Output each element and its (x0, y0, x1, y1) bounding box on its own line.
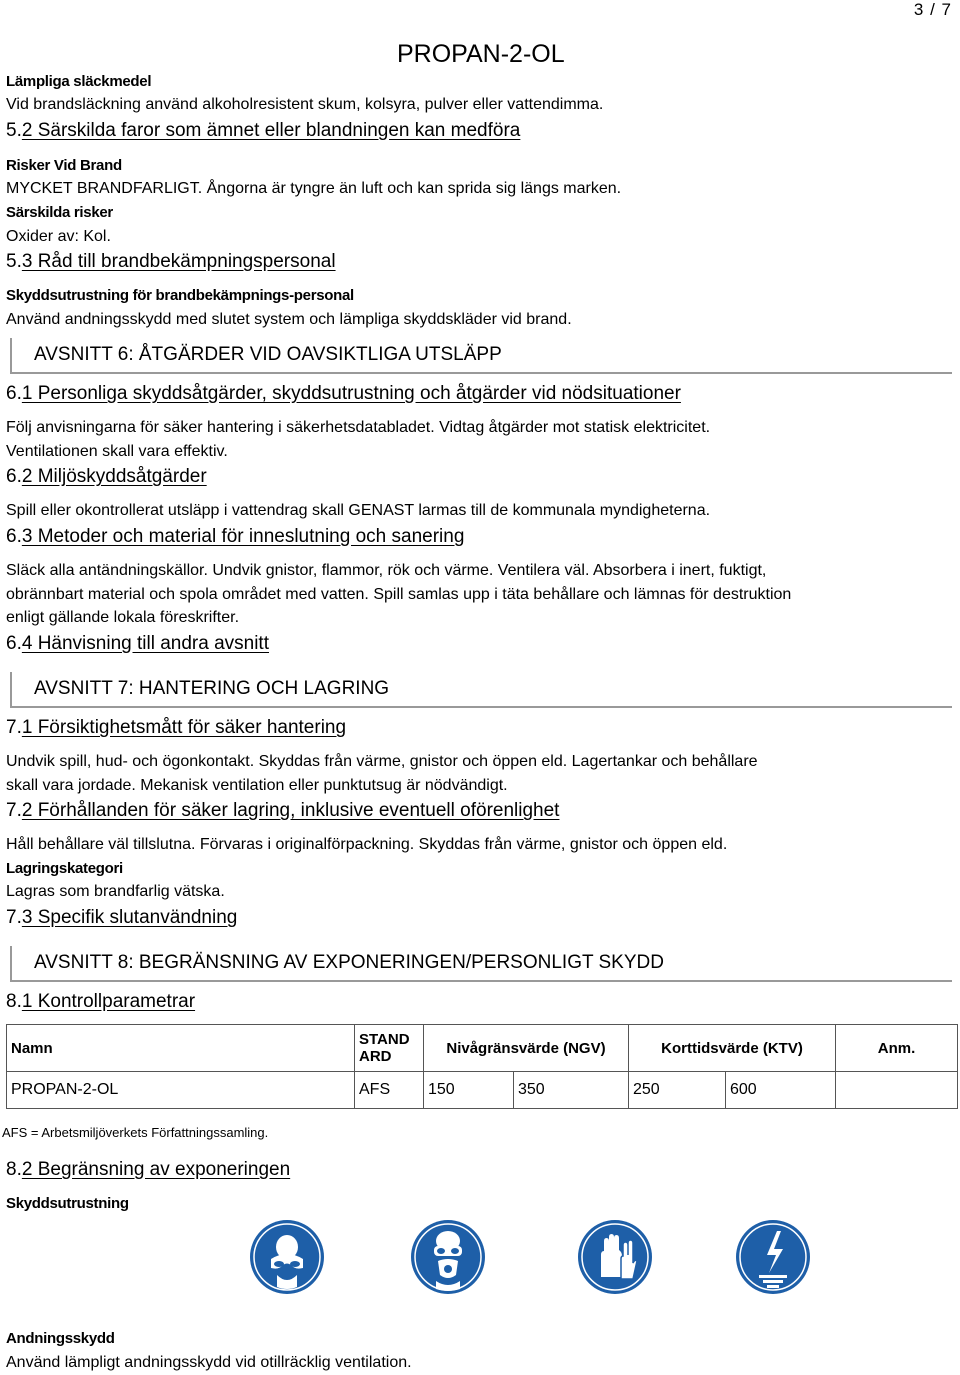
heading-6-1-number: 6. (6, 383, 22, 404)
heading-5-3-number: 5. (6, 251, 22, 272)
section-8-title: AVSNITT 8: BEGRÄNSNING AV EXPONERINGEN/PERSONLIGT SKYDD (34, 952, 664, 973)
respiratory-protection-label: Andningsskydd (6, 1330, 115, 1347)
heading-5-2-number: 5. (6, 120, 22, 141)
heading-7-1-text: 1 Försiktighetsmått för säker hantering (21, 717, 347, 738)
heading-6-3 (6, 526, 464, 548)
exposure-limits-table (6, 1024, 958, 1109)
table-footnote: AFS = Arbetsmiljöverkets Författningssamling. (2, 1125, 269, 1140)
heading-6-4 (6, 633, 269, 655)
cell-ktv-2: 600 (726, 1072, 836, 1109)
heading-7-1 (6, 717, 346, 739)
column-header-ktv: Korttidsvärde (KTV) (629, 1025, 836, 1072)
heading-8-1 (6, 991, 195, 1013)
heading-8-1-text: 1 Kontrollparametrar (21, 991, 196, 1012)
heading-5-2-text: 2 Särskilda faror som ämnet eller blandningen kan medföra (21, 120, 521, 141)
respiratory-protection-text: Använd lämpligt andningsskydd vid otillräcklig ventilation. (6, 1354, 412, 1371)
heading-6-2-number: 6. (6, 466, 22, 487)
extinguishing-label: Lämpliga släckmedel (6, 73, 152, 90)
firefighter-ppe-label: Skyddsutrustning för brandbekämpnings-personal (6, 287, 354, 304)
section-7-title: AVSNITT 7: HANTERING OCH LAGRING (34, 678, 390, 699)
special-risks-text: Oxider av: Kol. (6, 228, 111, 245)
heading-7-3-number: 7. (6, 907, 22, 928)
column-header-ngv: Nivågränsvärde (NGV) (424, 1025, 629, 1072)
heading-6-4-text: 4 Hänvisning till andra avsnitt (21, 633, 269, 654)
cell-ktv-1: 250 (629, 1072, 726, 1109)
ppe-label: Skyddsutrustning (6, 1195, 129, 1212)
section-8-header (10, 946, 952, 982)
column-header-name: Namn (7, 1025, 355, 1072)
heading-7-2-number: 7. (6, 800, 22, 821)
protective-gloves-icon (577, 1219, 653, 1295)
heading-7-3-text: 3 Specifik slutanvändning (21, 907, 238, 928)
heading-7-1-number: 7. (6, 717, 22, 738)
heading-8-1-number: 8. (6, 991, 22, 1012)
respirator-mask-icon (410, 1219, 486, 1295)
paragraph-6-3-line-3: enligt gällande lokala föreskrifter. (6, 609, 240, 626)
column-header-standard-line-2: ARD (359, 1048, 392, 1065)
heading-6-4-number: 6. (6, 633, 22, 654)
heading-8-2-text: 2 Begränsning av exponeringen (21, 1159, 291, 1180)
page-number: 3 / 7 (913, 0, 952, 19)
heading-6-3-text: 3 Metoder och material för inneslutning och sanering (21, 526, 465, 547)
safety-goggles-icon (249, 1219, 325, 1295)
storage-category-text: Lagras som brandfarlig vätska. (6, 883, 225, 900)
storage-category-label: Lagringskategori (6, 860, 123, 877)
fire-risks-text: MYCKET BRANDFARLIGT. Ångorna är tyngre än luft och kan sprida sig längs marken. (6, 180, 622, 197)
heading-8-2-number: 8. (6, 1159, 22, 1180)
extinguishing-text: Vid brandsläckning använd alkoholresistent skum, kolsyra, pulver eller vattendimma. (6, 96, 604, 113)
heading-7-3 (6, 907, 237, 929)
firefighter-ppe-text: Använd andningsskydd med slutet system och lämpliga skyddskläder vid brand. (6, 311, 572, 328)
column-header-standard (355, 1025, 424, 1072)
heading-5-2 (6, 120, 520, 142)
cell-ngv-2: 350 (514, 1072, 629, 1109)
cell-note (836, 1072, 958, 1109)
paragraph-6-1-line-1: Följ anvisningarna för säker hantering i säkerhetsdatabladet. Vidtag åtgärder mot statisk elektricitet. (6, 419, 711, 436)
heading-7-2 (6, 800, 559, 822)
heading-6-2-text: 2 Miljöskyddsåtgärder (21, 466, 207, 487)
heading-6-3-number: 6. (6, 526, 22, 547)
paragraph-6-3-line-1: Släck alla antändningskällor. Undvik gnistor, flammor, rök och värme. Ventilera väl. Absorbera i inert, fuktigt, (6, 562, 767, 579)
paragraph-6-3-line-2: obrännbart material och spola området med vatten. Spill samlas upp i täta behållare och lämnas för destruktion (6, 586, 792, 603)
paragraph-6-1-line-2: Ventilationen skall vara effektiv. (6, 443, 228, 460)
heading-5-3 (6, 251, 336, 273)
column-header-standard-line-1: STAND (359, 1031, 410, 1048)
heading-6-2 (6, 466, 207, 488)
cell-standard: AFS (355, 1072, 424, 1109)
paragraph-7-1-line-1: Undvik spill, hud- och ögonkontakt. Skyddas från värme, gnistor och öppen eld. Lagertankar och behållare (6, 753, 758, 770)
document-title: PROPAN-2-OL (397, 40, 565, 68)
heading-6-1 (6, 383, 681, 405)
paragraph-6-2: Spill eller okontrollerat utsläpp i vattendrag skall GENAST larmas till de kommunala myndigheterna. (6, 502, 711, 519)
fire-risks-label: Risker Vid Brand (6, 157, 122, 174)
special-risks-label: Särskilda risker (6, 204, 113, 221)
heading-6-1-text: 1 Personliga skyddsåtgärder, skyddsutrustning och åtgärder vid nödsituationer (21, 383, 681, 404)
section-6-title: AVSNITT 6: ÅTGÄRDER VID OAVSIKTLIGA UTSLÄPP (34, 344, 502, 365)
column-header-note: Anm. (836, 1025, 958, 1072)
paragraph-7-2: Håll behållare väl tillslutna. Förvaras i originalförpackning. Skyddas från värme, gnistor och öppen eld. (6, 836, 728, 853)
table-row (7, 1072, 958, 1109)
heading-7-2-text: 2 Förhållanden för säker lagring, inklusive eventuell oförenlighet (21, 800, 560, 821)
table-header-row (7, 1025, 958, 1072)
heading-8-2 (6, 1159, 290, 1181)
heading-5-3-text: 3 Råd till brandbekämpningspersonal (21, 251, 336, 272)
section-7-header (10, 672, 952, 708)
cell-name: PROPAN-2-OL (7, 1072, 355, 1109)
cell-ngv-1: 150 (424, 1072, 514, 1109)
section-6-header (10, 338, 952, 374)
earthing-icon (735, 1219, 811, 1295)
paragraph-7-1-line-2: skall vara jordade. Mekanisk ventilation eller punktutsug är nödvändigt. (6, 777, 508, 794)
